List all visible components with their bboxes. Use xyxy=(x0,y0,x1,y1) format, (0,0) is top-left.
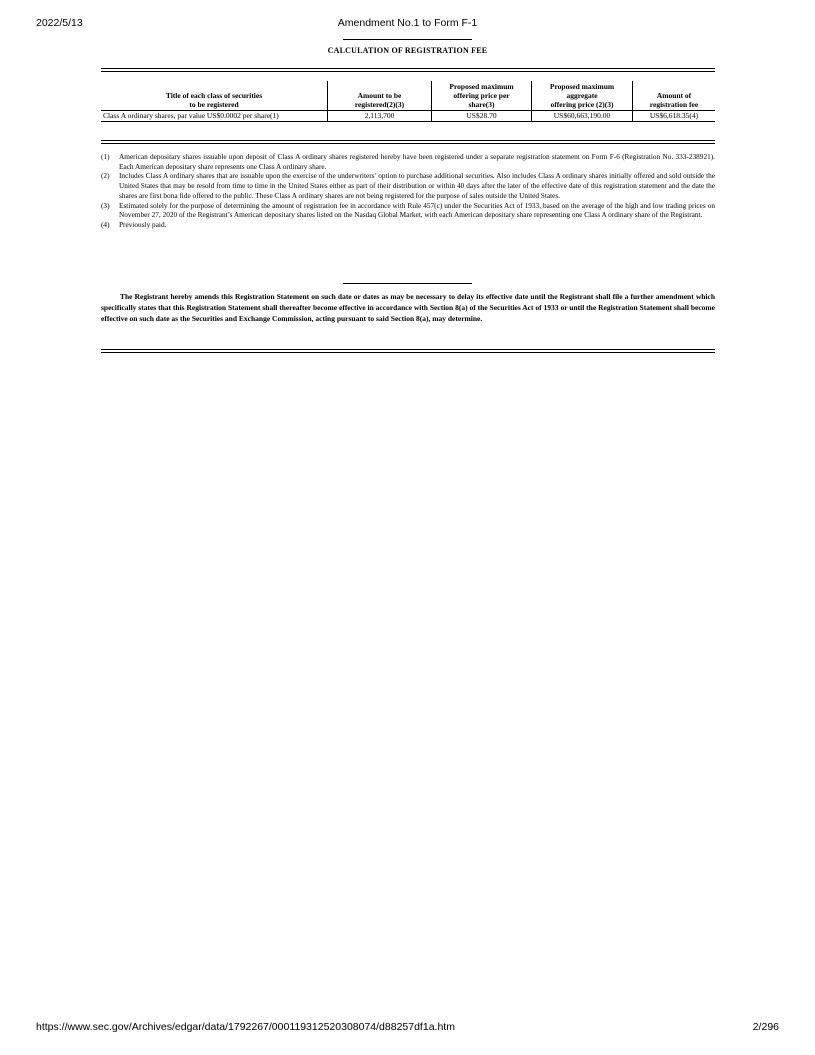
table-top-rule-2 xyxy=(101,71,715,72)
title-divider xyxy=(343,39,472,40)
table-header-row xyxy=(101,81,715,111)
footnotes xyxy=(101,152,715,230)
table-top-rule xyxy=(101,68,715,69)
print-footer xyxy=(0,1021,815,1037)
cell-security-title: Class A ordinary shares, par value US$0.0002 per share(1) xyxy=(101,111,328,122)
header-registration-fee: Amount of registration fee xyxy=(633,81,716,111)
table-bottom-rule xyxy=(101,140,715,141)
footnote-3: (3) Estimated solely for the purpose of determining the amount of registration fee in accordance with Rule 457(c) under the Securities Act of 1933, based on the average of the high and low trading prices on November 27, 2020 of the Registrant’s American depositary shares listed on the Nasdaq Global Market, with each American depositary share representing one Class A ordinary share of the Registrant. xyxy=(101,200,715,220)
cell-fee: US$6,618.35(4) xyxy=(633,111,716,122)
table-bottom-rule-2 xyxy=(101,143,715,144)
bottom-rule-2 xyxy=(101,352,715,353)
fee-table-heading: CALCULATION OF REGISTRATION FEE xyxy=(327,46,488,55)
footnote-4: (4) Previously paid. xyxy=(101,219,167,229)
header-max-price-per-share: Proposed maximum offering price per share(3) xyxy=(432,81,532,111)
footnote-2: (2) Includes Class A ordinary shares that are issuable upon the exercise of the underwriters’ option to purchase additional securities. Also includes Class A ordinary shares initially offered and sold outside the United States that may be resold from time to time in the United States either as part of their distribution or within 40 days after the later of the effective date of this registration statement and the date the shares are first bona fide offered to the public. These Class A ordinary shares are not being registered for the purpose of sales outside the United States. xyxy=(101,171,715,200)
registration-fee-table xyxy=(101,81,715,122)
print-date: 2022/5/13 xyxy=(36,17,83,29)
cell-aggregate-price: US$60,663,190.00 xyxy=(532,111,633,122)
print-document-title: Amendment No.1 to Form F-1 xyxy=(337,17,478,29)
print-header xyxy=(0,17,815,33)
source-url[interactable]: https://www.sec.gov/Archives/edgar/data/1792267/000119312520308074/d88257df1a.htm xyxy=(36,1021,455,1033)
table-row xyxy=(101,111,715,122)
bottom-rule xyxy=(101,349,715,350)
header-max-aggregate-price: Proposed maximum aggregate offering price (2)(3) xyxy=(532,81,633,111)
amendment-statement: The Registrant hereby amends this Registration Statement on such date or dates as may be necessary to delay its effective date until the Registrant shall file a further amendment which specifically states that this Registration Statement shall thereafter become effective in accordance with Section 8(a) of the Securities Act of 1933 or until the Registration Statement shall become effective on such date as the Securities and Exchange Commission, acting pursuant to said Section 8(a), may determine. xyxy=(101,292,715,324)
cell-amount: 2,113,700 xyxy=(328,111,432,122)
page-number: 2/296 xyxy=(752,1021,779,1033)
cell-price-per-share: US$28.70 xyxy=(432,111,532,122)
footnote-1: (1) American depositary shares issuable upon deposit of Class A ordinary shares registered hereby have been registered under a separate registration statement on Form F-6 (Registration No. 333-238921). Each American depositary share represents one Class A ordinary share. xyxy=(101,152,715,171)
header-amount-registered: Amount to be registered(2)(3) xyxy=(328,81,432,111)
header-title-of-securities: Title of each class of securities to be registered xyxy=(101,81,328,111)
section-divider xyxy=(343,283,472,284)
